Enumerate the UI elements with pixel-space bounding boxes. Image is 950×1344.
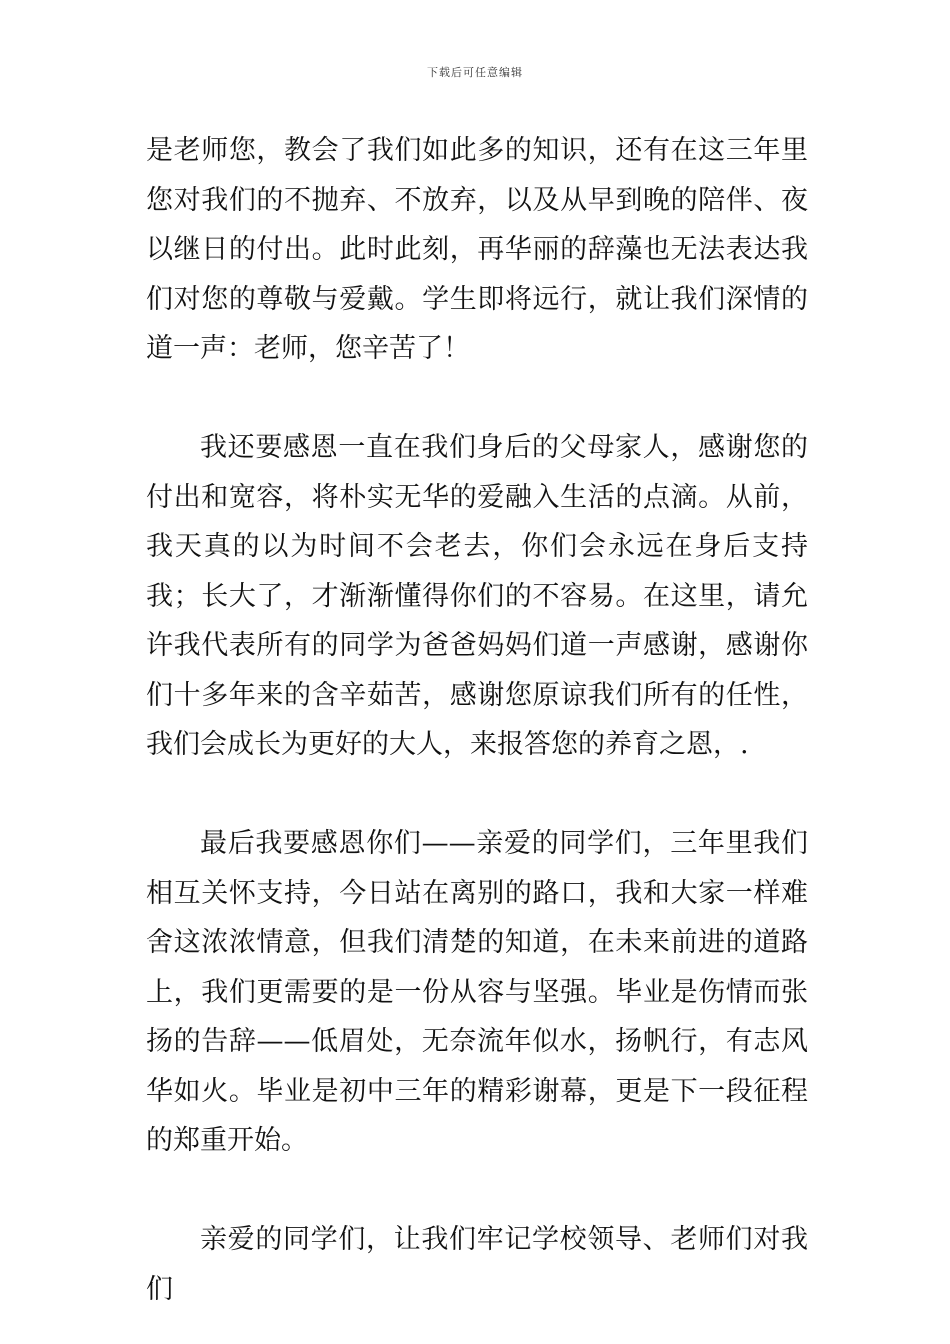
page-header: 下载后可任意编辑 bbox=[427, 66, 523, 79]
paragraph-spacer bbox=[146, 1166, 808, 1216]
paragraph-spacer bbox=[146, 770, 808, 820]
paragraph-3: 最后我要感恩你们——亲爱的同学们，三年里我们相互关怀支持，今日站在离别的路口，我和大家一样难舍这浓浓情意，但我们清楚的知道，在未来前进的道路上，我们更需要的是一份从容与坚强。毕业是伤情而张扬的告辞——低眉处，无奈流年似水，扬帆行，有志风华如火。毕业是初中三年的精彩谢幕，更是下一段征程的郑重开始。 bbox=[146, 828, 808, 1156]
paragraph-spacer bbox=[146, 374, 808, 424]
paragraph-1: 是老师您，教会了我们如此多的知识，还有在这三年里您对我们的不抛弃、不放弃，以及从早到晚的陪伴、夜以继日的付出。此时此刻，再华丽的辞藻也无法表达我们对您的尊敬与爱戴。学生即将远行，就让我们深情的道一声：老师，您辛苦了！ bbox=[146, 135, 808, 364]
paragraph-4: 亲爱的同学们，让我们牢记学校领导、老师们对我们 bbox=[146, 1224, 808, 1305]
paragraph-2: 我还要感恩一直在我们身后的父母家人，感谢您的付出和宽容，将朴实无华的爱融入生活的点滴。从前，我天真的以为时间不会老去，你们会永远在身后支持我；长大了，才渐渐懂得你们的不容易。在这里，请允许我代表所有的同学为爸爸妈妈们道一声感谢，感谢你们十多年来的含辛茹苦，感谢您原谅我们所有的任性，我们会成长为更好的大人，来报答您的养育之恩，. bbox=[146, 432, 808, 760]
document-body bbox=[146, 126, 808, 1314]
